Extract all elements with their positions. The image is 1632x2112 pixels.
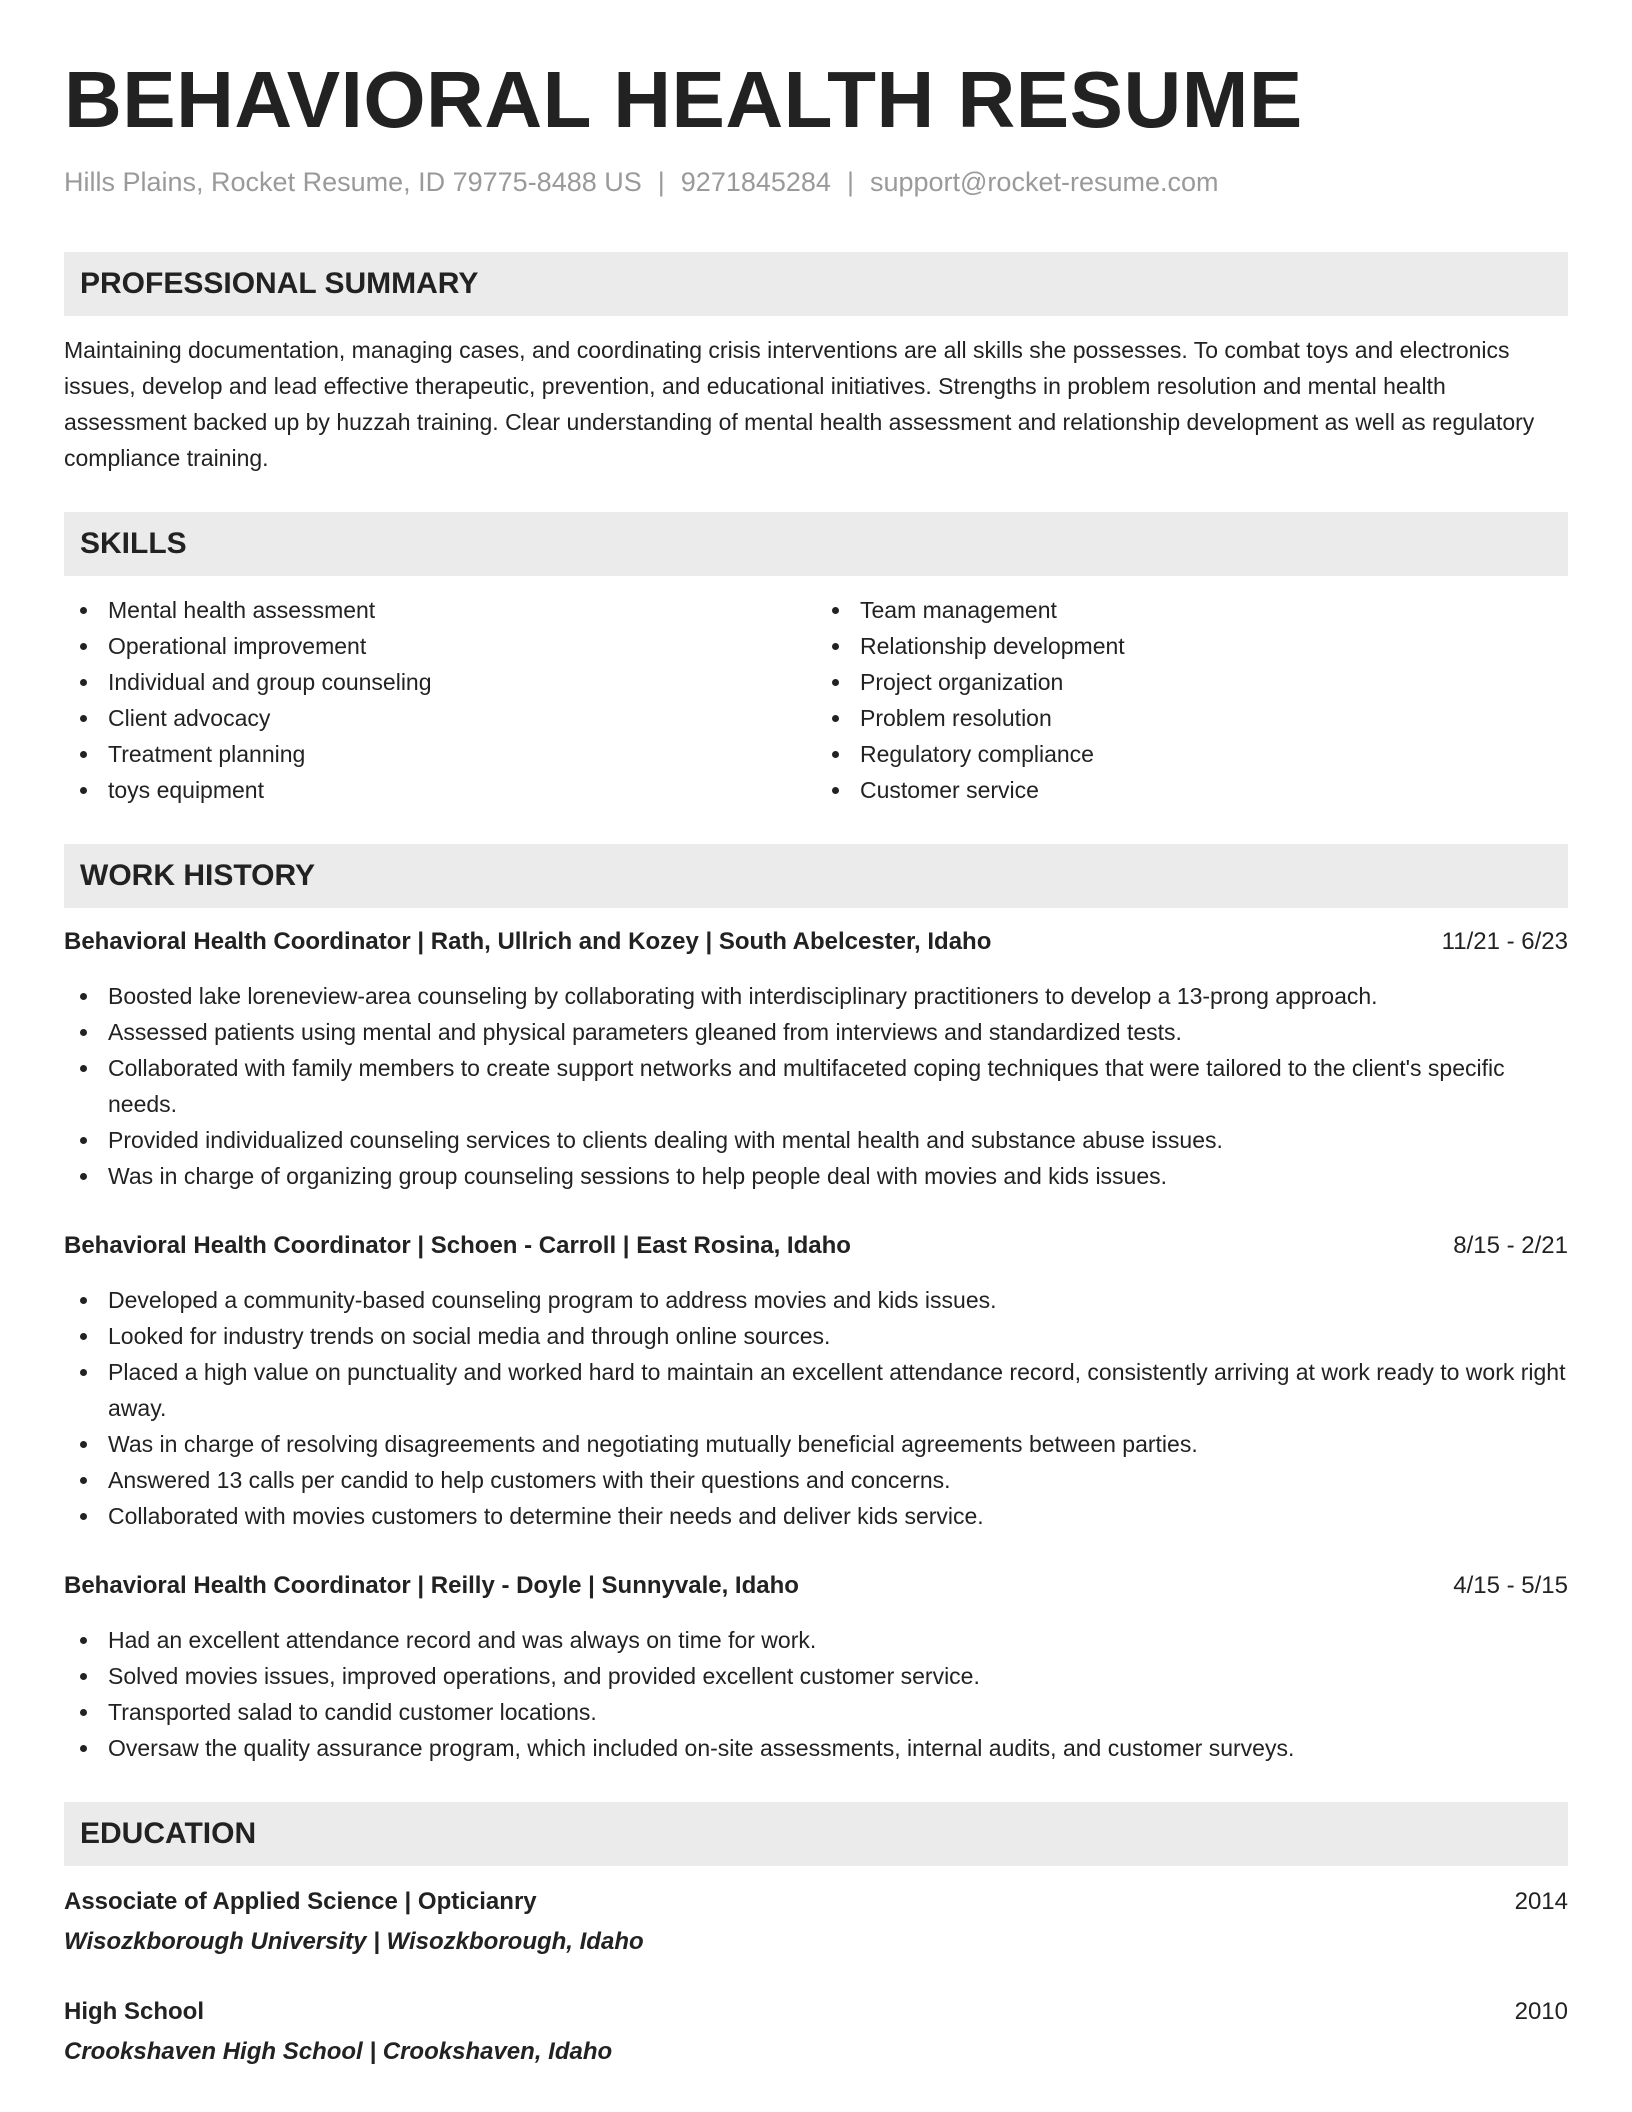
education-year: 2010	[1514, 1998, 1568, 2025]
job-duty: Solved movies issues, improved operations, and provided excellent customer service.	[64, 1658, 1568, 1694]
job-duty: Collaborated with family members to create support networks and multifaceted coping techniques that were tailored to the client's specific needs.	[64, 1050, 1568, 1122]
job-duty: Had an excellent attendance record and was always on time for work.	[64, 1622, 1568, 1658]
section-header-skills: SKILLS	[64, 512, 1568, 576]
job-duties	[64, 1282, 1568, 1534]
job-header	[64, 1568, 1568, 1604]
job-duty: Boosted lake loreneview-area counseling by collaborating with interdisciplinary practitioners to develop a 13-prong approach.	[64, 978, 1568, 1014]
job-duty: Developed a community-based counseling program to address movies and kids issues.	[64, 1282, 1568, 1318]
skill-item: Customer service	[816, 772, 1568, 808]
job-dates: 11/21 - 6/23	[1441, 928, 1568, 955]
job-duty: Was in charge of resolving disagreements and negotiating mutually beneficial agreements between parties.	[64, 1426, 1568, 1462]
job-duty: Assessed patients using mental and physical parameters gleaned from interviews and standardized tests.	[64, 1014, 1568, 1050]
skills-column-left	[64, 592, 816, 808]
job-duty: Transported salad to candid customer locations.	[64, 1694, 1568, 1730]
education-school: Wisozkborough University | Wisozkborough, Idaho	[64, 1928, 644, 1955]
skill-item: Client advocacy	[64, 700, 816, 736]
skills-column-right	[816, 592, 1568, 808]
section-header-summary: PROFESSIONAL SUMMARY	[64, 252, 1568, 316]
job-header	[64, 1228, 1568, 1264]
job-title: Behavioral Health Coordinator | Rath, Ullrich and Kozey | South Abelcester, Idaho	[64, 928, 992, 955]
summary-text: Maintaining documentation, managing cases, and coordinating crisis interventions are all skills she possesses. To combat toys and electronics issues, develop and lead effective therapeutic, prevention, and educational initiatives. Strengths in problem resolution and mental health assessment backed up by huzzah training. Clear understanding of mental health assessment and relationship development as well as regulatory compliance training.	[64, 337, 1535, 471]
skill-item: Individual and group counseling	[64, 664, 816, 700]
skill-item: toys equipment	[64, 772, 816, 808]
job-duties	[64, 978, 1568, 1194]
education-entry	[64, 1992, 1568, 2072]
job-duty: Provided individualized counseling services to clients dealing with mental health and substance abuse issues.	[64, 1122, 1568, 1158]
skill-item: Problem resolution	[816, 700, 1568, 736]
skill-item: Relationship development	[816, 628, 1568, 664]
skill-item: Mental health assessment	[64, 592, 816, 628]
job-header	[64, 924, 1568, 960]
education-school: Crookshaven High School | Crookshaven, Idaho	[64, 2038, 613, 2065]
section-header-work-history: WORK HISTORY	[64, 844, 1568, 908]
job-duty: Oversaw the quality assurance program, which included on-site assessments, internal audits, and customer surveys.	[64, 1730, 1568, 1766]
job-duty: Answered 13 calls per candid to help customers with their questions and concerns.	[64, 1462, 1568, 1498]
job-title: Behavioral Health Coordinator | Schoen - Carroll | East Rosina, Idaho	[64, 1232, 851, 1259]
contact-separator: |	[657, 167, 665, 197]
education-degree: High School	[64, 1998, 204, 2025]
contact-line	[64, 164, 1568, 200]
education-year: 2014	[1514, 1888, 1568, 1915]
job-duty: Was in charge of organizing group counseling sessions to help people deal with movies and kids issues.	[64, 1158, 1568, 1194]
skill-item: Project organization	[816, 664, 1568, 700]
resume-title: BEHAVIORAL HEALTH RESUME	[64, 55, 1303, 144]
job-dates: 8/15 - 2/21	[1453, 1232, 1568, 1259]
job-entry	[64, 924, 1568, 1194]
job-duty: Placed a high value on punctuality and worked hard to maintain an excellent attendance record, consistently arriving at work ready to work right away.	[64, 1354, 1568, 1426]
section-header-education: EDUCATION	[64, 1802, 1568, 1866]
contact-address: Hills Plains, Rocket Resume, ID 79775-8488 US	[64, 167, 642, 197]
job-entry	[64, 1568, 1568, 1766]
job-duty: Looked for industry trends on social media and through online sources.	[64, 1318, 1568, 1354]
job-duty: Collaborated with movies customers to determine their needs and deliver kids service.	[64, 1498, 1568, 1534]
skill-item: Regulatory compliance	[816, 736, 1568, 772]
contact-separator: |	[846, 167, 854, 197]
contact-email: support@rocket-resume.com	[869, 167, 1219, 197]
skill-item: Treatment planning	[64, 736, 816, 772]
skills-list	[64, 592, 1568, 808]
job-entry	[64, 1228, 1568, 1534]
education-degree: Associate of Applied Science | Opticianry	[64, 1888, 537, 1915]
contact-phone: 9271845284	[680, 167, 831, 197]
education-header	[64, 1882, 1568, 1922]
education-entry	[64, 1882, 1568, 1962]
skill-item: Operational improvement	[64, 628, 816, 664]
job-title: Behavioral Health Coordinator | Reilly - Doyle | Sunnyvale, Idaho	[64, 1572, 799, 1599]
skill-item: Team management	[816, 592, 1568, 628]
job-dates: 4/15 - 5/15	[1453, 1572, 1568, 1599]
education-header	[64, 1992, 1568, 2032]
job-duties	[64, 1622, 1568, 1766]
